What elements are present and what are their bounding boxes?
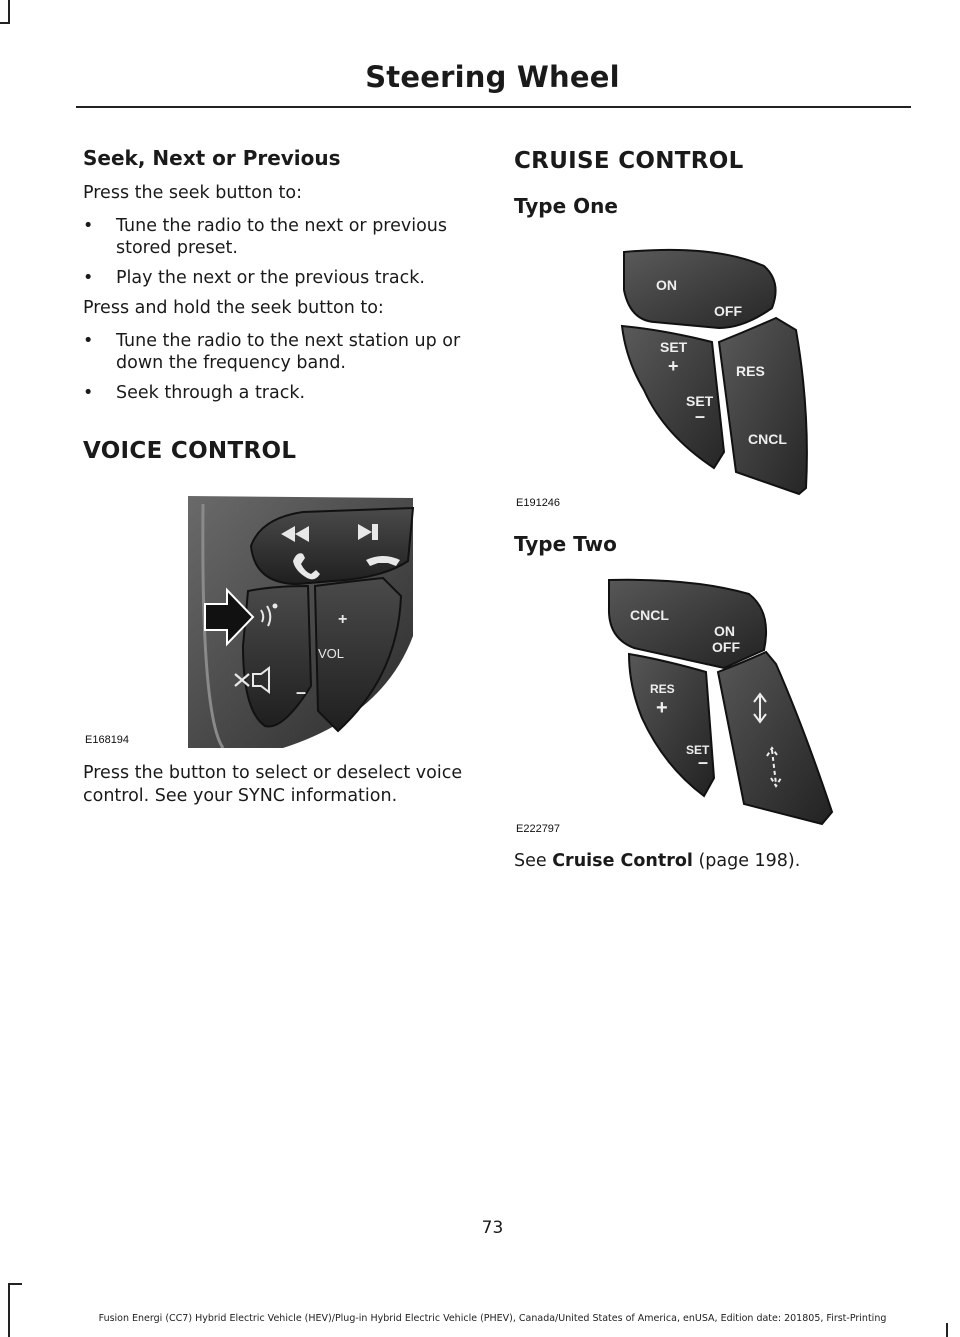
set-label-2: SET xyxy=(686,743,710,757)
list-item-text: Play the next or the previous track. xyxy=(116,268,425,288)
seek-press-list xyxy=(83,215,476,289)
cruise-type-two-illustration xyxy=(514,568,834,838)
bullet: • xyxy=(83,268,94,288)
list-item-text: Seek through a track. xyxy=(116,383,306,403)
cruise-control-link[interactable]: Cruise Control xyxy=(552,851,693,871)
seek-press-intro: Press the seek button to: xyxy=(83,183,302,203)
cruise-see-reference xyxy=(514,850,911,873)
cncl-label: CNCL xyxy=(748,431,787,447)
see-prefix: See xyxy=(514,851,553,871)
seek-hold-intro: Press and hold the seek button to: xyxy=(83,298,384,318)
left-column xyxy=(83,140,476,818)
page-title: Steering Wheel xyxy=(365,60,620,94)
figure-code-e168194: E168194 xyxy=(85,734,130,746)
vol-label: VOL xyxy=(318,646,345,661)
seek-hold-list xyxy=(83,330,476,404)
list-item xyxy=(83,382,476,404)
plus-label-2: + xyxy=(656,697,668,719)
list-item xyxy=(83,215,476,259)
list-item xyxy=(83,267,476,289)
vol-minus-label: – xyxy=(296,682,307,702)
steering-voice-switch-illustration xyxy=(83,486,418,748)
right-column xyxy=(514,140,911,883)
cruise-type-one-figure xyxy=(514,230,834,510)
header-divider xyxy=(76,106,911,108)
set-minus-label: SET xyxy=(686,393,714,409)
minus-label-2: – xyxy=(698,752,709,772)
res-label: RES xyxy=(736,363,765,379)
crop-mark-bottom-right-v xyxy=(946,1323,948,1337)
cruise-type-two-figure xyxy=(514,568,834,838)
vol-plus-label: + xyxy=(338,611,348,628)
on-label: ON xyxy=(656,277,677,293)
minus-label: – xyxy=(695,406,706,426)
list-item-text: Tune the radio to the next or previous stored preset. xyxy=(116,216,448,258)
bullet: • xyxy=(83,383,94,403)
crop-mark-top-left-h xyxy=(0,22,10,24)
cncl-label-2: CNCL xyxy=(630,607,669,623)
voice-control-body: Press the button to select or deselect voice control. See your SYNC information. xyxy=(83,763,463,806)
set-plus-label: SET xyxy=(660,339,688,355)
plus-label: + xyxy=(668,356,679,376)
list-item-text: Tune the radio to the next station up or down the frequency band. xyxy=(116,331,461,373)
type-one-heading: Type One xyxy=(514,194,618,218)
bullet: • xyxy=(83,331,94,351)
cruise-control-heading: CRUISE CONTROL xyxy=(514,148,744,174)
footer-text: Fusion Energi (CC7) Hybrid Electric Vehicle (HEV)/Plug-in Hybrid Electric Vehicle (PHEV), Canada/United States of America, enUSA, Edition date: 201805, First-Printing xyxy=(98,1313,887,1324)
crop-mark-bottom-left-v xyxy=(8,1283,10,1337)
voice-control-heading: VOICE CONTROL xyxy=(83,438,297,464)
on-label-2: ON xyxy=(714,623,735,639)
see-suffix: (page 198). xyxy=(692,851,801,871)
off-label: OFF xyxy=(714,303,742,319)
crop-mark-top-left-v xyxy=(8,0,10,22)
res-label-2: RES xyxy=(650,682,675,696)
figure-code-e191246: E191246 xyxy=(516,497,561,509)
crop-mark-bottom-left-h xyxy=(8,1283,22,1285)
voice-control-figure xyxy=(83,486,418,748)
type-two-heading: Type Two xyxy=(514,532,617,556)
list-item xyxy=(83,330,476,374)
seek-heading: Seek, Next or Previous xyxy=(83,146,341,170)
off-label-2: OFF xyxy=(712,639,740,655)
bullet: • xyxy=(83,216,94,236)
cruise-type-one-illustration xyxy=(514,230,834,510)
page-number: 73 xyxy=(481,1218,504,1238)
figure-code-e222797: E222797 xyxy=(516,823,561,835)
